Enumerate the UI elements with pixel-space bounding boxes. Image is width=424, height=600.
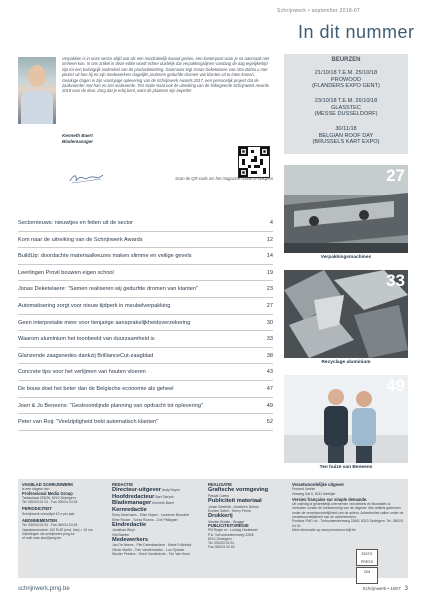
colophon-person: Vila Baeten <box>112 532 130 537</box>
colophon-heading: REDACTIE <box>112 482 133 487</box>
colophon-heading: Versies française sur simple demande. <box>292 496 368 502</box>
toc-title: Geen interpretatie meer voor tienjarige aansprakelijkheidsverzekering <box>18 319 191 326</box>
colophon-text: 8210 Zedelgem <box>208 536 232 541</box>
colophon-text: Tel. 050/24 04 04 <box>208 541 235 546</box>
colophon-text: Postbus PMG nv - Torhoutsesteenweg 226/5, 8210 Zedelgem. Tel. 050/24 04 04 <box>292 519 404 528</box>
toc-title: Jonas Deketelaere: "Samen realiseren wij gedurfde dromen van klanten" <box>18 286 198 293</box>
toc-page: 49 <box>266 402 273 409</box>
footer-issue: Schrijnwerk • 1807 <box>362 586 401 591</box>
beurs-place: (MESSE DUSSELDORF) <box>314 111 378 117</box>
feature-caption: Ten huize van Beneens <box>319 465 373 470</box>
feature-caption: Verpakkingsmachines <box>320 255 372 260</box>
toc-row[interactable] <box>18 364 273 381</box>
colophon-person: Vanden Broele - Brugge <box>208 519 245 524</box>
toc-row[interactable] <box>18 348 273 365</box>
beurs-place: (BRUSSELS KART EXPO) <box>312 139 380 145</box>
colophon-heading: Verantwoordelijke uitgever <box>292 482 345 487</box>
colophon-text: is een uitgave van <box>22 487 50 492</box>
colophon-heading: REALISATIE <box>208 482 233 487</box>
toc-title: Concrete tips voor het verlijmen van houten vloeren <box>18 369 146 376</box>
colophon-role: Eindredactie <box>112 521 147 528</box>
toc-page: 12 <box>266 236 273 243</box>
toc-row[interactable] <box>18 281 273 298</box>
feature-page-number: 27 <box>386 166 405 185</box>
colophon-person: Johan Seefeldt - Anneleen Delrue <box>208 504 259 509</box>
colophon-text: Tarkastraat 225/26, 8210 Zedelgem <box>22 495 76 500</box>
toc-row[interactable] <box>18 414 273 431</box>
beurs-event <box>284 98 408 118</box>
toc-page: 47 <box>266 385 273 392</box>
toc-row[interactable] <box>18 315 273 332</box>
colophon-text: Zeeweg Dal 5, 8211 Aartrijke <box>292 491 336 496</box>
colophon-role: Hoofdredacteur <box>112 493 155 500</box>
colophon-heading: PUBLICITEITSREGIE <box>208 522 249 528</box>
colophon-publisher-name: Professional Media Group <box>22 490 73 496</box>
colophon-heading: ABONNEMENTEN <box>22 518 58 524</box>
colophon-text: Tel. 050/24 04 24 - Fax 050/24 04 45 <box>22 500 78 505</box>
toc-page: 19 <box>266 269 273 276</box>
colophon-role: Medewerkers <box>112 536 149 543</box>
toc-page: 43 <box>266 369 273 376</box>
colophon-person: Wouter Peeters - Geert Vandenhole - Tim Van Hove <box>112 552 190 557</box>
qr-code[interactable] <box>238 146 270 178</box>
toc-page: 23 <box>266 286 273 293</box>
editor-photo <box>18 57 56 124</box>
colophon-role: Directeur-uitgever <box>112 487 161 494</box>
colophon-person: Jan De Neeve - Piet Debrabandere - Marie Follebout <box>112 543 192 548</box>
colophon-heading: VAKBLAD SCHRIJNWERK <box>22 482 74 487</box>
beurzen-heading: BEURZEN <box>331 57 361 63</box>
toc-page: 4 <box>269 220 273 226</box>
colophon-production <box>208 483 288 550</box>
colophon-person: Eline Rooze - Sonia Rooms - Zoë Philippart <box>112 517 178 522</box>
colophon-editorial <box>112 483 204 556</box>
signature-image <box>68 170 104 186</box>
colophon-text: Tel. 050/24 04 04 - Fax 050/24 04 45 <box>22 523 78 528</box>
toc-row[interactable] <box>18 248 273 265</box>
beurs-name: BELGIAN ROOF DAY <box>318 132 374 139</box>
editor-face <box>28 65 46 87</box>
toc-title: Glanzende zaagsnedes dankzij BrillianceCut-zaagblad <box>18 352 154 359</box>
toc-title: Kom naar de uitreiking van de Schrijnwerk Awards <box>18 236 143 243</box>
colophon-legal <box>292 483 404 532</box>
toc-title: Waarom aluminium het toonbeeld van duurzaamheid is <box>18 336 155 343</box>
colophon-person: Evelien Seferi - Henry Peers <box>208 508 251 513</box>
toc-title: Joeri & Jo Beneens: "Gestroomlijnde planning van opdracht tot oplevering" <box>18 402 203 409</box>
colophon-text: Fax 050/24 04 45 <box>208 545 235 550</box>
beurs-event <box>284 126 408 146</box>
colophon-role: Drukkerij <box>208 513 233 520</box>
toc-page: 27 <box>266 302 273 309</box>
colophon-heading: PERIODICITEIT <box>22 506 52 512</box>
toc-title: De bouw doet het beter dan de Belgische economie als geheel <box>18 385 174 392</box>
colophon-text: Jaarabonnement: 100 EUR (excl. btw) = 10 nrs <box>22 527 93 532</box>
colophon-person: Andy Noyez <box>161 488 181 493</box>
editor-name: Kenneth Baert <box>62 133 93 138</box>
toc-row[interactable] <box>18 398 273 415</box>
beurs-date: 30/11/18 <box>335 126 357 132</box>
toc-row[interactable] <box>18 265 273 282</box>
feature-aluminium[interactable] <box>284 270 408 370</box>
colophon-text: Inlichtingen via schrijnwerk.pmg.be <box>22 531 75 536</box>
beurs-event <box>284 70 408 90</box>
footer-url[interactable]: schrijnwerk.pmg.be <box>18 586 70 592</box>
toc-row[interactable] <box>18 381 273 398</box>
beurzen-box <box>284 54 408 154</box>
colophon <box>18 479 408 578</box>
colophon-person: Jonathan Weyt <box>112 528 135 533</box>
toc-page: 30 <box>266 319 273 326</box>
qr-code-icon <box>239 147 269 177</box>
colophon-logos <box>356 549 404 574</box>
toc-row[interactable] <box>18 298 273 315</box>
feature-page-number: 49 <box>386 376 405 395</box>
colophon-role: Kernredactie <box>112 506 147 513</box>
cim-logo: CIM <box>356 567 378 584</box>
colophon-person: Pascal Coens <box>208 493 229 498</box>
feature-caption: Recyclage aluminium <box>321 360 371 365</box>
edito-press-logo: EDITO PRESS <box>356 549 378 566</box>
toc-title: Leerlingen Provil bouwen eigen school <box>18 269 114 276</box>
colophon-person: Olivier Martin - Tom Vandenhoeke - Luc Opdoek <box>112 547 185 552</box>
colophon-text: PM Regie nv - Ludwig Houtekeet <box>208 528 258 533</box>
beurs-name: GLASSTEC <box>331 104 361 111</box>
beurs-date: 21/10/18 T.E.M. 25/10/18 <box>314 70 378 76</box>
table-of-contents <box>18 215 273 431</box>
toc-page: 33 <box>266 336 273 343</box>
colophon-text: Ferrand Vanhie <box>292 487 316 492</box>
editorial-text: Verpakken is in onze sector altijd wat als een noodzakelijk kwaad gezien, een kostenpost waar je na aanmaak niet omheen kon. In ons artikel in deze editie wordt echter duidelijk dat verpakkingslijnen vandaag de dag tegelijkertijd zijn tot een belangrijk onderdeel van de productieketting. Daarnaast legt Jonas Deketelaere van Alco Bohta u met plezier uit hoe hij en zijn medewerkers dagelijks proberen gedurfde dromen van klanten uit te laten komen. Gelukige dagen in zijn voorlopige oplevering van de Schrijnwerk Awards 2017, een persoonlijk project dat de zaakvoerder met hart en ziel realiseerde. Ten slotte staat ook de uitreiking van de felbegeerde Schrijnwerk Awards 2018 voor de deur. Zorg dat je erbij bent, want de plaatsen zijn beperkt! <box>62 56 270 94</box>
toc-title: BuildUp: doordachte materiaalkeuzes maken slimme en veilige gevels <box>18 253 192 260</box>
toc-page: 52 <box>266 419 273 426</box>
header-line: Schrijnwerk • september 2018-07 <box>277 8 361 14</box>
toc-title: Peter van Roij: "Veelzijdigheid trekt automatisch klanten" <box>18 419 159 426</box>
colophon-text: Meer informatie op www.persinzonchrijf.be <box>292 527 356 532</box>
colophon-text: of mail naar abo@pmg.be <box>22 536 62 541</box>
footer-right <box>363 586 408 592</box>
colophon-text: Uit volledig of gedeeltelijk overnemen van artikels en illustraties is verboden zonder de toestemming van de uitgever. Alle artikels gebeuren onder de verantwoordelijkheid van de auteur. Advertenties vallen onder de verantwoordelijkheid van de adverteerders. <box>292 502 404 520</box>
colophon-role: Blademanager <box>112 500 152 507</box>
colophon-role: Publiciteit materiaal <box>208 498 262 505</box>
toc-page: 38 <box>266 352 273 359</box>
editor-role: Blademanager <box>62 139 94 144</box>
beurs-name: PROWOOD <box>330 76 362 83</box>
colophon-publisher <box>22 483 110 541</box>
colophon-text: Schrijnwerk verschijnt 10 x per jaar <box>22 511 75 516</box>
page-title: In dit nummer <box>298 22 415 42</box>
toc-title: Automatisering zorgt voor nieuw tijdperk in meubelverpakking <box>18 302 171 309</box>
colophon-text: P.A. Torhoutsesteenweg 226/5 <box>208 532 254 537</box>
toc-row[interactable] <box>18 215 273 232</box>
toc-row[interactable] <box>18 331 273 348</box>
page-number: 3 <box>404 586 408 592</box>
toc-title: Sectornieuws: nieuwtjes en feiten uit de sector <box>18 220 134 226</box>
editor-shirt <box>21 91 53 124</box>
toc-row[interactable] <box>18 232 273 249</box>
colophon-person: Kenneth Baert <box>152 501 174 506</box>
beurs-place: (FLANDERS EXPO GENT) <box>312 83 380 89</box>
beurs-date: 23/10/18 T.E.M. 26/10/18 <box>314 98 378 104</box>
qr-caption: Scan de QR-code om het magazine online te bekijken <box>175 176 273 181</box>
feature-packaging[interactable] <box>284 165 408 265</box>
colophon-person: Bart Dieryck <box>155 494 174 499</box>
colophon-role: Grafische vormgeving <box>208 487 269 494</box>
feature-beneens[interactable] <box>284 375 408 475</box>
colophon-person: Rony Moermans - Elise Noyez - Laurence Blondeel <box>112 513 190 518</box>
toc-page: 14 <box>266 253 273 260</box>
feature-page-number: 33 <box>386 271 405 290</box>
